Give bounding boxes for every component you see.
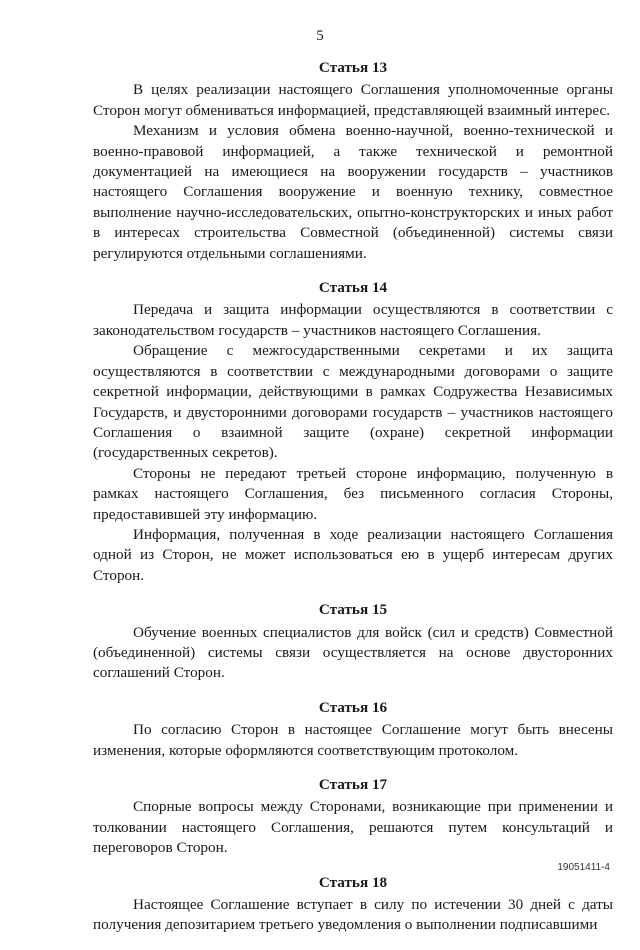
article-title: Статья 16 bbox=[318, 698, 388, 716]
paragraph: Механизм и условия обмена военно-научной, военно-технической и военно-правовой информацией, а также технической и ремонтной документацией на имеющиеся на вооружении государств – участников настоящего Соглашения вооружение и военную технику, совместное выполнение научно-исследовательских, опытно-конструкторских и иных работ в интересах строительства Совместной (объединенной) системы связи регулируются отдельными соглашениями. bbox=[93, 122, 613, 262]
article-title: Статья 17 bbox=[318, 776, 388, 793]
document-body bbox=[93, 58, 613, 950]
article-16 bbox=[93, 698, 613, 761]
document-code: 19051411-4 bbox=[557, 862, 610, 873]
article-title: Статья 14 bbox=[318, 279, 388, 297]
article-title: Статья 13 bbox=[318, 59, 388, 76]
article-title: Статья 15 bbox=[318, 601, 388, 619]
article-17 bbox=[93, 775, 613, 859]
article-14 bbox=[93, 278, 613, 586]
article-13 bbox=[93, 58, 613, 264]
paragraph: Настоящее Соглашение вступает в силу по истечении 30 дней с даты получения депозитарием третьего уведомления о выполнении подписавшими bbox=[93, 896, 613, 934]
paragraph: Спорные вопросы между Сторонами, возникающие при применении и толковании настоящего Соглашения, решаются путем консультаций и переговоров Сторон. bbox=[93, 798, 613, 857]
paragraph: Стороны не передают третьей стороне информацию, полученную в рамках настоящего Соглашения, без письменного согласия Стороны, предоставившей эту информацию. bbox=[93, 464, 613, 523]
article-18 bbox=[93, 873, 613, 936]
page-number: 5 bbox=[316, 28, 324, 44]
paragraph: Передача и защита информации осуществляются в соответствии с законодательством государств – участников настоящего Соглашения. bbox=[93, 301, 613, 339]
article-title: Статья 18 bbox=[318, 873, 388, 891]
paragraph: Информация, полученная в ходе реализации настоящего Соглашения одной из Сторон, не может использоваться ею в ущерб интересам других Сторон. bbox=[93, 525, 613, 584]
paragraph: В целях реализации настоящего Соглашения уполномоченные органы Сторон могут обмениваться информацией, представляющей взаимный интерес. bbox=[93, 81, 613, 119]
paragraph: По согласию Сторон в настоящее Соглашение могут быть внесены изменения, которые оформляются соответствующим протоколом. bbox=[93, 721, 613, 759]
article-15 bbox=[93, 600, 613, 684]
paragraph: Обучение военных специалистов для войск (сил и средств) Совместной (объединенной) системы связи осуществляется на основе двусторонних соглашений Сторон. bbox=[93, 623, 613, 682]
paragraph: Обращение с межгосударственными секретами и их защита осуществляются в соответствии с международными договорами о защите секретной информации, действующими в рамках Содружества Независимых Государств, и двусторонними договорами государств – участников настоящего Соглашения о взаимной защите (охране) секретной информации (государственных секретов). bbox=[93, 342, 613, 462]
